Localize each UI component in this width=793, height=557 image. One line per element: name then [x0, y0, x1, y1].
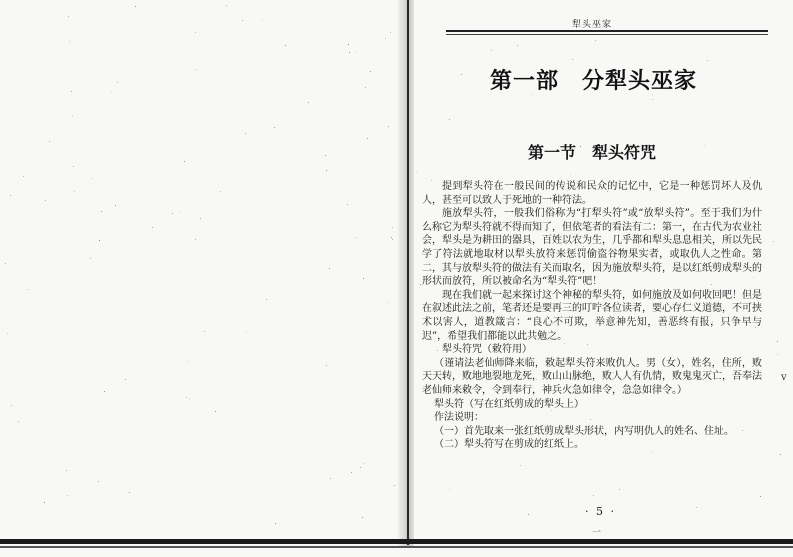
- scan-speck: [5, 263, 6, 264]
- scan-speck: [186, 397, 187, 398]
- scan-speck: [99, 240, 100, 241]
- scan-speck: [92, 178, 93, 179]
- scan-speck: [196, 69, 197, 70]
- incantation-text: （谨请法老仙师降来临，敕起犁头符来败仇人。男（女），姓名，住所，败天天转，败地地裂地龙死，败山山脉绝，败人人有仇情，败鬼鬼灭亡，吾奉法老仙师来敕令，令到奉行，神兵火急如律令，急急如律令。）: [422, 357, 762, 396]
- running-head: 犁头巫家: [572, 20, 613, 30]
- scan-speck: [707, 60, 708, 61]
- scan-speck: [330, 478, 331, 479]
- header-rule: [446, 30, 768, 32]
- scan-speck: [11, 405, 12, 406]
- body-text: [422, 180, 762, 452]
- scan-speck: [111, 92, 112, 93]
- scan-speck: [528, 514, 529, 515]
- scan-speck: [72, 116, 73, 117]
- scan-speck: [326, 170, 327, 171]
- method-step-2: （二）犁头符写在剪成的红纸上。: [434, 439, 584, 451]
- scan-speck: [68, 16, 69, 17]
- scan-speck: [356, 237, 357, 238]
- scan-speck: [104, 391, 105, 392]
- scan-speck: [365, 87, 366, 88]
- scan-speck: [152, 227, 153, 228]
- scan-speck: [347, 204, 348, 205]
- incantation-heading: 犁头符咒（敕符用）: [442, 344, 532, 356]
- scan-speck: [349, 52, 350, 53]
- margin-mark: v: [781, 372, 787, 383]
- scan-speck: [195, 239, 196, 240]
- paragraph-intro: 提到犁头符在一般民间的传说和民众的记忆中，它是一种惩罚坏人及仇人，甚至可以致人于死地的一种符法。: [422, 181, 762, 206]
- scan-speck: [363, 278, 364, 279]
- talisman-heading: 犁头符（写在红纸剪成的犁头上）: [434, 398, 584, 410]
- scan-speck: [570, 174, 571, 175]
- scan-speck: [387, 302, 388, 303]
- scan-speck: [449, 489, 450, 490]
- scan-speck: [49, 141, 50, 142]
- scan-speck: [364, 463, 365, 464]
- scan-speck: [420, 284, 421, 285]
- scan-speck: [7, 333, 8, 334]
- scan-speck: [67, 495, 68, 496]
- bottom-edge-line: [0, 546, 793, 548]
- scan-speck: [275, 523, 276, 524]
- method-step-1: （一）首先取来一张红纸剪成犁头形状，内写明仇人的姓名、住址。: [434, 425, 734, 437]
- scan-speck: [704, 145, 705, 146]
- scan-speck: [461, 74, 462, 75]
- scan-speck: [204, 331, 205, 332]
- scan-speck: [595, 40, 596, 41]
- scan-speck: [45, 200, 46, 201]
- scan-speck: [777, 354, 778, 355]
- scan-speck: [71, 91, 72, 92]
- scan-speck: [326, 365, 327, 366]
- scan-speck: [172, 213, 173, 214]
- scan-speck: [117, 82, 118, 83]
- scan-speck: [179, 211, 180, 212]
- scan-speck: [184, 161, 185, 162]
- scan-speck: [348, 44, 349, 45]
- scan-speck: [777, 341, 778, 342]
- scan-speck: [449, 119, 450, 120]
- scan-speck: [619, 489, 620, 490]
- scan-speck: [362, 517, 363, 518]
- scan-speck: [308, 102, 309, 103]
- scan-speck: [129, 492, 130, 493]
- scan-speck: [98, 481, 99, 482]
- scan-speck: [351, 472, 352, 473]
- scan-speck: [125, 379, 126, 380]
- scan-speck: [262, 19, 263, 20]
- scan-speck: [391, 237, 392, 238]
- scan-speck: [18, 421, 19, 422]
- scan-speck: [392, 239, 393, 240]
- scan-speck: [195, 32, 196, 33]
- scan-speck: [394, 485, 395, 486]
- scan-speck: [760, 496, 761, 497]
- scan-speck: [90, 258, 91, 259]
- scan-speck: [325, 155, 326, 156]
- scan-speck: [274, 127, 275, 128]
- scan-speck: [392, 227, 393, 228]
- book-gutter: [398, 0, 414, 548]
- header-rule-thin: [446, 34, 768, 35]
- scan-speck: [390, 32, 391, 33]
- scan-speck: [652, 99, 653, 100]
- scan-speck: [356, 52, 357, 53]
- scan-speck: [115, 205, 116, 206]
- scan-speck: [27, 289, 28, 290]
- scan-speck: [66, 470, 67, 471]
- scan-speck: [189, 398, 190, 399]
- scan-speck: [329, 268, 330, 269]
- scan-speck: [23, 176, 24, 177]
- scan-speck: [388, 126, 389, 127]
- scan-speck: [370, 71, 371, 72]
- page-number: · 5 ·: [585, 505, 616, 518]
- part-title: 第一部 分犁头巫家: [490, 68, 698, 94]
- scan-speck: [10, 195, 11, 196]
- scan-speck: [750, 177, 751, 178]
- scan-speck: [69, 41, 70, 42]
- scan-speck: [245, 133, 246, 134]
- scan-speck: [242, 20, 243, 21]
- scan-speck: [780, 454, 781, 455]
- scan-speck: [246, 331, 247, 332]
- scan-speck: [74, 191, 75, 192]
- scan-speck: [360, 467, 361, 468]
- scan-speck: [696, 507, 697, 508]
- scan-speck: [266, 299, 267, 300]
- scan-speck: [285, 45, 286, 46]
- scan-speck: [188, 361, 189, 362]
- scan-speck: [572, 59, 573, 60]
- bottom-mark: 一: [592, 528, 602, 538]
- scan-speck: [101, 211, 102, 212]
- scan-speck: [73, 166, 74, 167]
- scan-speck: [226, 5, 227, 6]
- gutter-shadow-line: [407, 0, 409, 545]
- scan-speck: [135, 6, 136, 7]
- scan-speck: [520, 465, 521, 466]
- scan-speck: [416, 171, 417, 172]
- paragraph-discussion: 现在我们就一起来探讨这个神秘的犁头符，如何施放及如何收回吧！但是在叙述此法之前，笔者还是要再三的叮咛各位读者，要心存仁义道德，不可挟术以害人，道教箴言：“良心不可欺，举意神先知，善恶终有报，只争早与迟”，希望我们都能以此共勉之。: [422, 289, 762, 342]
- method-heading: 作法说明：: [434, 412, 484, 424]
- scan-speck: [773, 241, 774, 242]
- section-title: 第一节 犁头符咒: [528, 143, 657, 162]
- scan-speck: [200, 218, 201, 219]
- scan-speck: [385, 38, 386, 39]
- scan-speck: [517, 45, 518, 46]
- scan-speck: [215, 411, 216, 412]
- scan-speck: [593, 495, 594, 496]
- scan-speck: [220, 191, 221, 192]
- paragraph-naming: 施放犁头符，一般我们俗称为“打犁头符”或“放犁头符”。至于我们为什么称它为犁头符就不得而知了，但依笔者的看法有二：第一，在古代为农业社会，犁头是为耕田的器具，百姓以农为生，几乎都和犁头息息相关，所以先民学了符法就地取材以犁头放符来惩罚偷盗谷物果实者，或取仇人之性命。第二，其与放犁头符的做法有关而取名，因为施放犁头符，是以红纸剪成犁头的形状而放符，所以被命名为“犁头符”吧！: [422, 208, 762, 288]
- scan-speck: [44, 502, 45, 503]
- scan-speck: [491, 50, 492, 51]
- scan-speck: [367, 138, 368, 139]
- bottom-edge-bar: [0, 539, 793, 544]
